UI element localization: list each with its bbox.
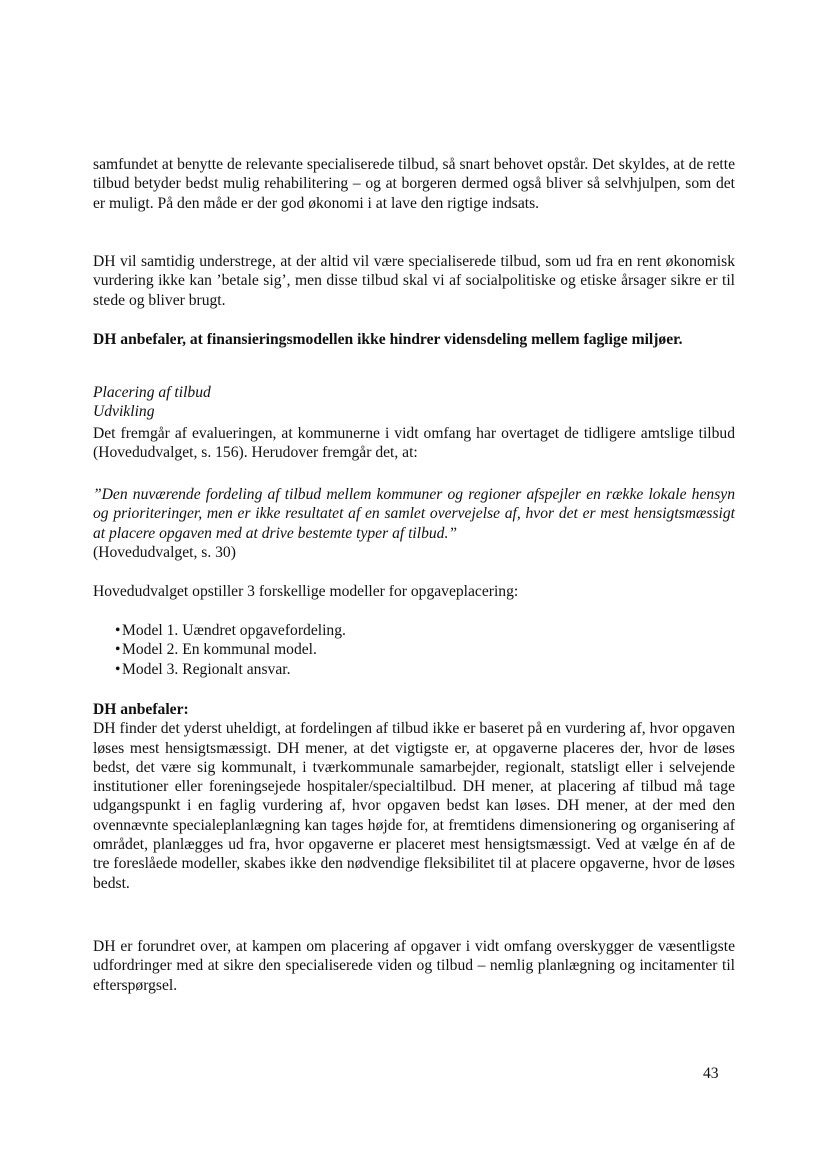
list-item xyxy=(93,640,735,659)
dh-heading: DH anbefaler: xyxy=(93,701,189,718)
paragraph-text: samfundet at benytte de relevante specialiserede tilbud, så snart behovet opstår. Det skyldes, at de rette tilbud betyder bedst mulig rehabilitering – og at borgeren dermed også bliver så selvhjulpen, som det er muligt. På den måde er der god økonomi i at lave den rigtige indsats. xyxy=(93,156,735,212)
section-heading xyxy=(93,383,735,422)
paragraph-models-intro xyxy=(93,582,735,601)
recommendation-text: DH anbefaler, at finansieringsmodellen ikke hindrer vidensdeling mellem faglige miljøer. xyxy=(93,331,683,348)
list-item xyxy=(93,660,735,679)
list-item-text: Model 3. Regionalt ansvar. xyxy=(122,660,291,678)
quote-text: ”Den nuværende fordeling af tilbud mellem kommuner og regioner afspejler en række lokale hensyn og prioriteringer, men er ikke resultatet af en samlet overvejelse af, hvor det er mest hensigtsmæssigt at placere opgaven med at drive bestemte typer af tilbud.” xyxy=(93,486,735,542)
dh-recommends-section xyxy=(93,700,735,893)
subsection-title: Udvikling xyxy=(93,403,155,421)
section-title: Placering af tilbud xyxy=(93,384,211,401)
list-item xyxy=(93,621,735,640)
paragraph-text: DH er forundret over, at kampen om placering af opgaver i vidt omfang overskygger de væsentligste udfordringer med at sikre den specialiserede viden og tilbud – nemlig planlægning og incitamenter til efterspørgsel. xyxy=(93,938,735,994)
list-item-text: Model 1. Uændret opgavefordeling. xyxy=(122,622,346,639)
paragraph-text: Hovedudvalget opstiller 3 forskellige modeller for opgaveplacering: xyxy=(93,583,519,600)
models-list xyxy=(93,621,735,679)
quote-source: (Hovedudvalget, s. 30) xyxy=(93,543,236,561)
paragraph-text: DH vil samtidig understrege, at der altid vil være specialiserede tilbud, som ud fra en rent økonomisk vurdering ikke kan ’betale sig’, men disse tilbud skal vi af socialpolitiske og etiske årsager sikre er til stede og bliver brugt. xyxy=(93,253,735,309)
paragraph-specialized-offers xyxy=(93,252,735,310)
quote-block xyxy=(93,485,735,562)
paragraph-text: Det fremgår af evalueringen, at kommunerne i vidt omfang har overtaget de tidligere amtslige tilbud (Hovedudvalget, s. 156). Herudover fremgår det, at: xyxy=(93,425,735,462)
paragraph-evaluation xyxy=(93,424,735,463)
page-number: 43 xyxy=(703,1065,719,1082)
paragraph-conclusion xyxy=(93,937,735,995)
paragraph-text: DH finder det yderst uheldigt, at fordelingen af tilbud ikke er baseret på en vurdering af, hvor opgaven løses mest hensigtsmæssigt. DH mener, at det vigtigste er, at opgaverne placeres der, hvor de løses bedst, det være sig kommunalt, i tværkommunale samarbejder, regionalt, statsligt eller i selvejende institutioner eller foreningsejede hospitaler/specialtilbud. DH mener, at placering af tilbud må tage udgangspunkt i en faglig vurdering af, hvor opgaven bedst kan løses. DH mener, at der med den ovennævnte specialeplanlægning kan tages højde for, at fremtidens dimensionering og organisering af området, planlægges ud fra, hvor opgaverne er placeret mest hensigtsmæssigt. Ved at vælge én af de tre foreslåede modeller, skabes ikke den nødvendige fleksibilitet til at placere opgaverne, hvor de løses bedst. xyxy=(93,720,735,892)
paragraph-rehabilitation xyxy=(93,155,735,213)
recommendation-heading xyxy=(93,330,735,349)
list-item-text: Model 2. En kommunal model. xyxy=(122,641,317,659)
